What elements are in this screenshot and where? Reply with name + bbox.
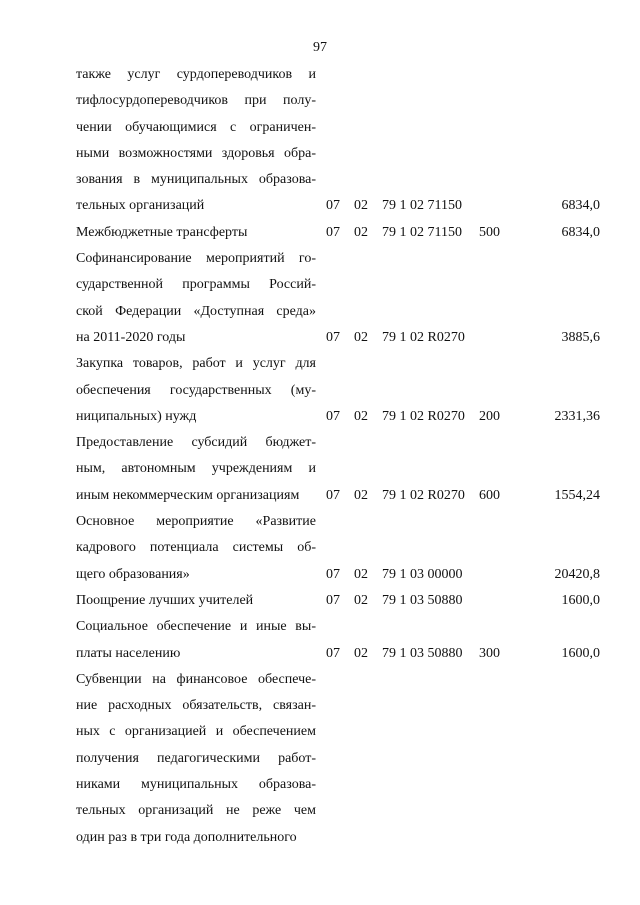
target-item-code: 79 1 02 R0270 (382, 408, 465, 424)
table-row (76, 430, 616, 509)
description-line: Поощрение лучших учителей (76, 592, 254, 608)
description-line: чении обучающимися с ограничен- (76, 119, 316, 135)
target-item-code: 79 1 03 50880 (382, 592, 463, 608)
row-codes (76, 825, 616, 851)
description-line: ными возможностями здоровья обра- (76, 145, 316, 161)
amount: 2331,36 (554, 408, 600, 424)
description-line: также услуг сурдопереводчиков и (76, 67, 316, 82)
description-line: ным, автономным учреждениям и (76, 461, 316, 477)
table-row (76, 351, 616, 430)
description-line: Закупка товаров, работ и услуг для (76, 356, 316, 372)
expense-type-code: 600 (479, 487, 500, 503)
subsection-code: 02 (354, 566, 368, 582)
amount: 6834,0 (561, 224, 600, 240)
subsection-code: 02 (354, 224, 368, 240)
description-line: Субвенции на финансовое обеспече- (76, 671, 316, 687)
description-line: кадрового потенциала системы об- (76, 540, 316, 556)
section-code: 07 (326, 645, 340, 661)
row-description (76, 667, 316, 851)
subsection-code: 02 (354, 198, 368, 214)
table-row (76, 62, 616, 220)
amount: 3885,6 (561, 329, 600, 345)
description-line: Софинансирование мероприятий го- (76, 251, 316, 267)
description-line: никами муниципальных образова- (76, 777, 316, 793)
target-item-code: 79 1 02 R0270 (382, 487, 465, 503)
description-line: платы населению (76, 645, 181, 661)
description-line: ской Федерации «Доступная среда» (76, 303, 316, 319)
expense-type-code: 500 (479, 224, 500, 240)
row-codes (76, 325, 616, 351)
description-line: Социальное обеспечение и иные вы- (76, 619, 316, 635)
table-row (76, 588, 616, 614)
amount: 1600,0 (561, 645, 600, 661)
description-line: ных с организацией и обеспечением (76, 724, 316, 740)
row-codes (76, 220, 616, 246)
row-codes (76, 641, 616, 667)
page-number: 97 (313, 40, 327, 55)
section-code: 07 (326, 224, 340, 240)
description-line: Основное мероприятие «Развитие (76, 514, 316, 530)
description-line: иным некоммерческим организациям (76, 487, 300, 503)
subsection-code: 02 (354, 645, 368, 661)
description-line: Предоставление субсидий бюджет- (76, 435, 316, 451)
description-line: зования в муниципальных образова- (76, 172, 316, 188)
amount: 20420,8 (554, 566, 600, 582)
table-row (76, 667, 616, 851)
section-code: 07 (326, 566, 340, 582)
table-row (76, 220, 616, 246)
expense-type-code: 300 (479, 645, 500, 661)
subsection-code: 02 (354, 408, 368, 424)
section-code: 07 (326, 487, 340, 503)
amount: 6834,0 (561, 198, 600, 214)
section-code: 07 (326, 198, 340, 214)
section-code: 07 (326, 408, 340, 424)
description-line: сударственной программы Россий- (76, 277, 316, 293)
table-row (76, 614, 616, 667)
expense-type-code: 200 (479, 408, 500, 424)
description-line: один раз в три года дополнительного (76, 829, 297, 845)
subsection-code: 02 (354, 487, 368, 503)
amount: 1554,24 (554, 487, 600, 503)
table-row (76, 246, 616, 351)
description-line: тельных организаций не реже чем (76, 803, 316, 819)
row-codes (76, 588, 616, 614)
section-code: 07 (326, 592, 340, 608)
budget-table (76, 62, 616, 851)
row-codes (76, 483, 616, 509)
subsection-code: 02 (354, 592, 368, 608)
description-line: тельных организаций (76, 198, 205, 214)
target-item-code: 79 1 03 00000 (382, 566, 463, 582)
subsection-code: 02 (354, 329, 368, 345)
target-item-code: 79 1 02 R0270 (382, 329, 465, 345)
row-codes (76, 193, 616, 219)
row-codes (76, 562, 616, 588)
description-line: тифлосурдопереводчиков при полу- (76, 93, 316, 109)
table-row (76, 509, 616, 588)
description-line: ние расходных обязательств, связан- (76, 698, 316, 714)
target-item-code: 79 1 02 71150 (382, 224, 462, 240)
target-item-code: 79 1 02 71150 (382, 198, 462, 214)
description-line: ниципальных) нужд (76, 408, 197, 424)
target-item-code: 79 1 03 50880 (382, 645, 463, 661)
description-line: на 2011-2020 годы (76, 329, 186, 345)
amount: 1600,0 (561, 592, 600, 608)
description-line: щего образования» (76, 566, 190, 582)
description-line: получения педагогическими работ- (76, 750, 316, 766)
section-code: 07 (326, 329, 340, 345)
description-line: Межбюджетные трансферты (76, 224, 248, 240)
description-line: обеспечения государственных (му- (76, 382, 316, 398)
row-codes (76, 404, 616, 430)
